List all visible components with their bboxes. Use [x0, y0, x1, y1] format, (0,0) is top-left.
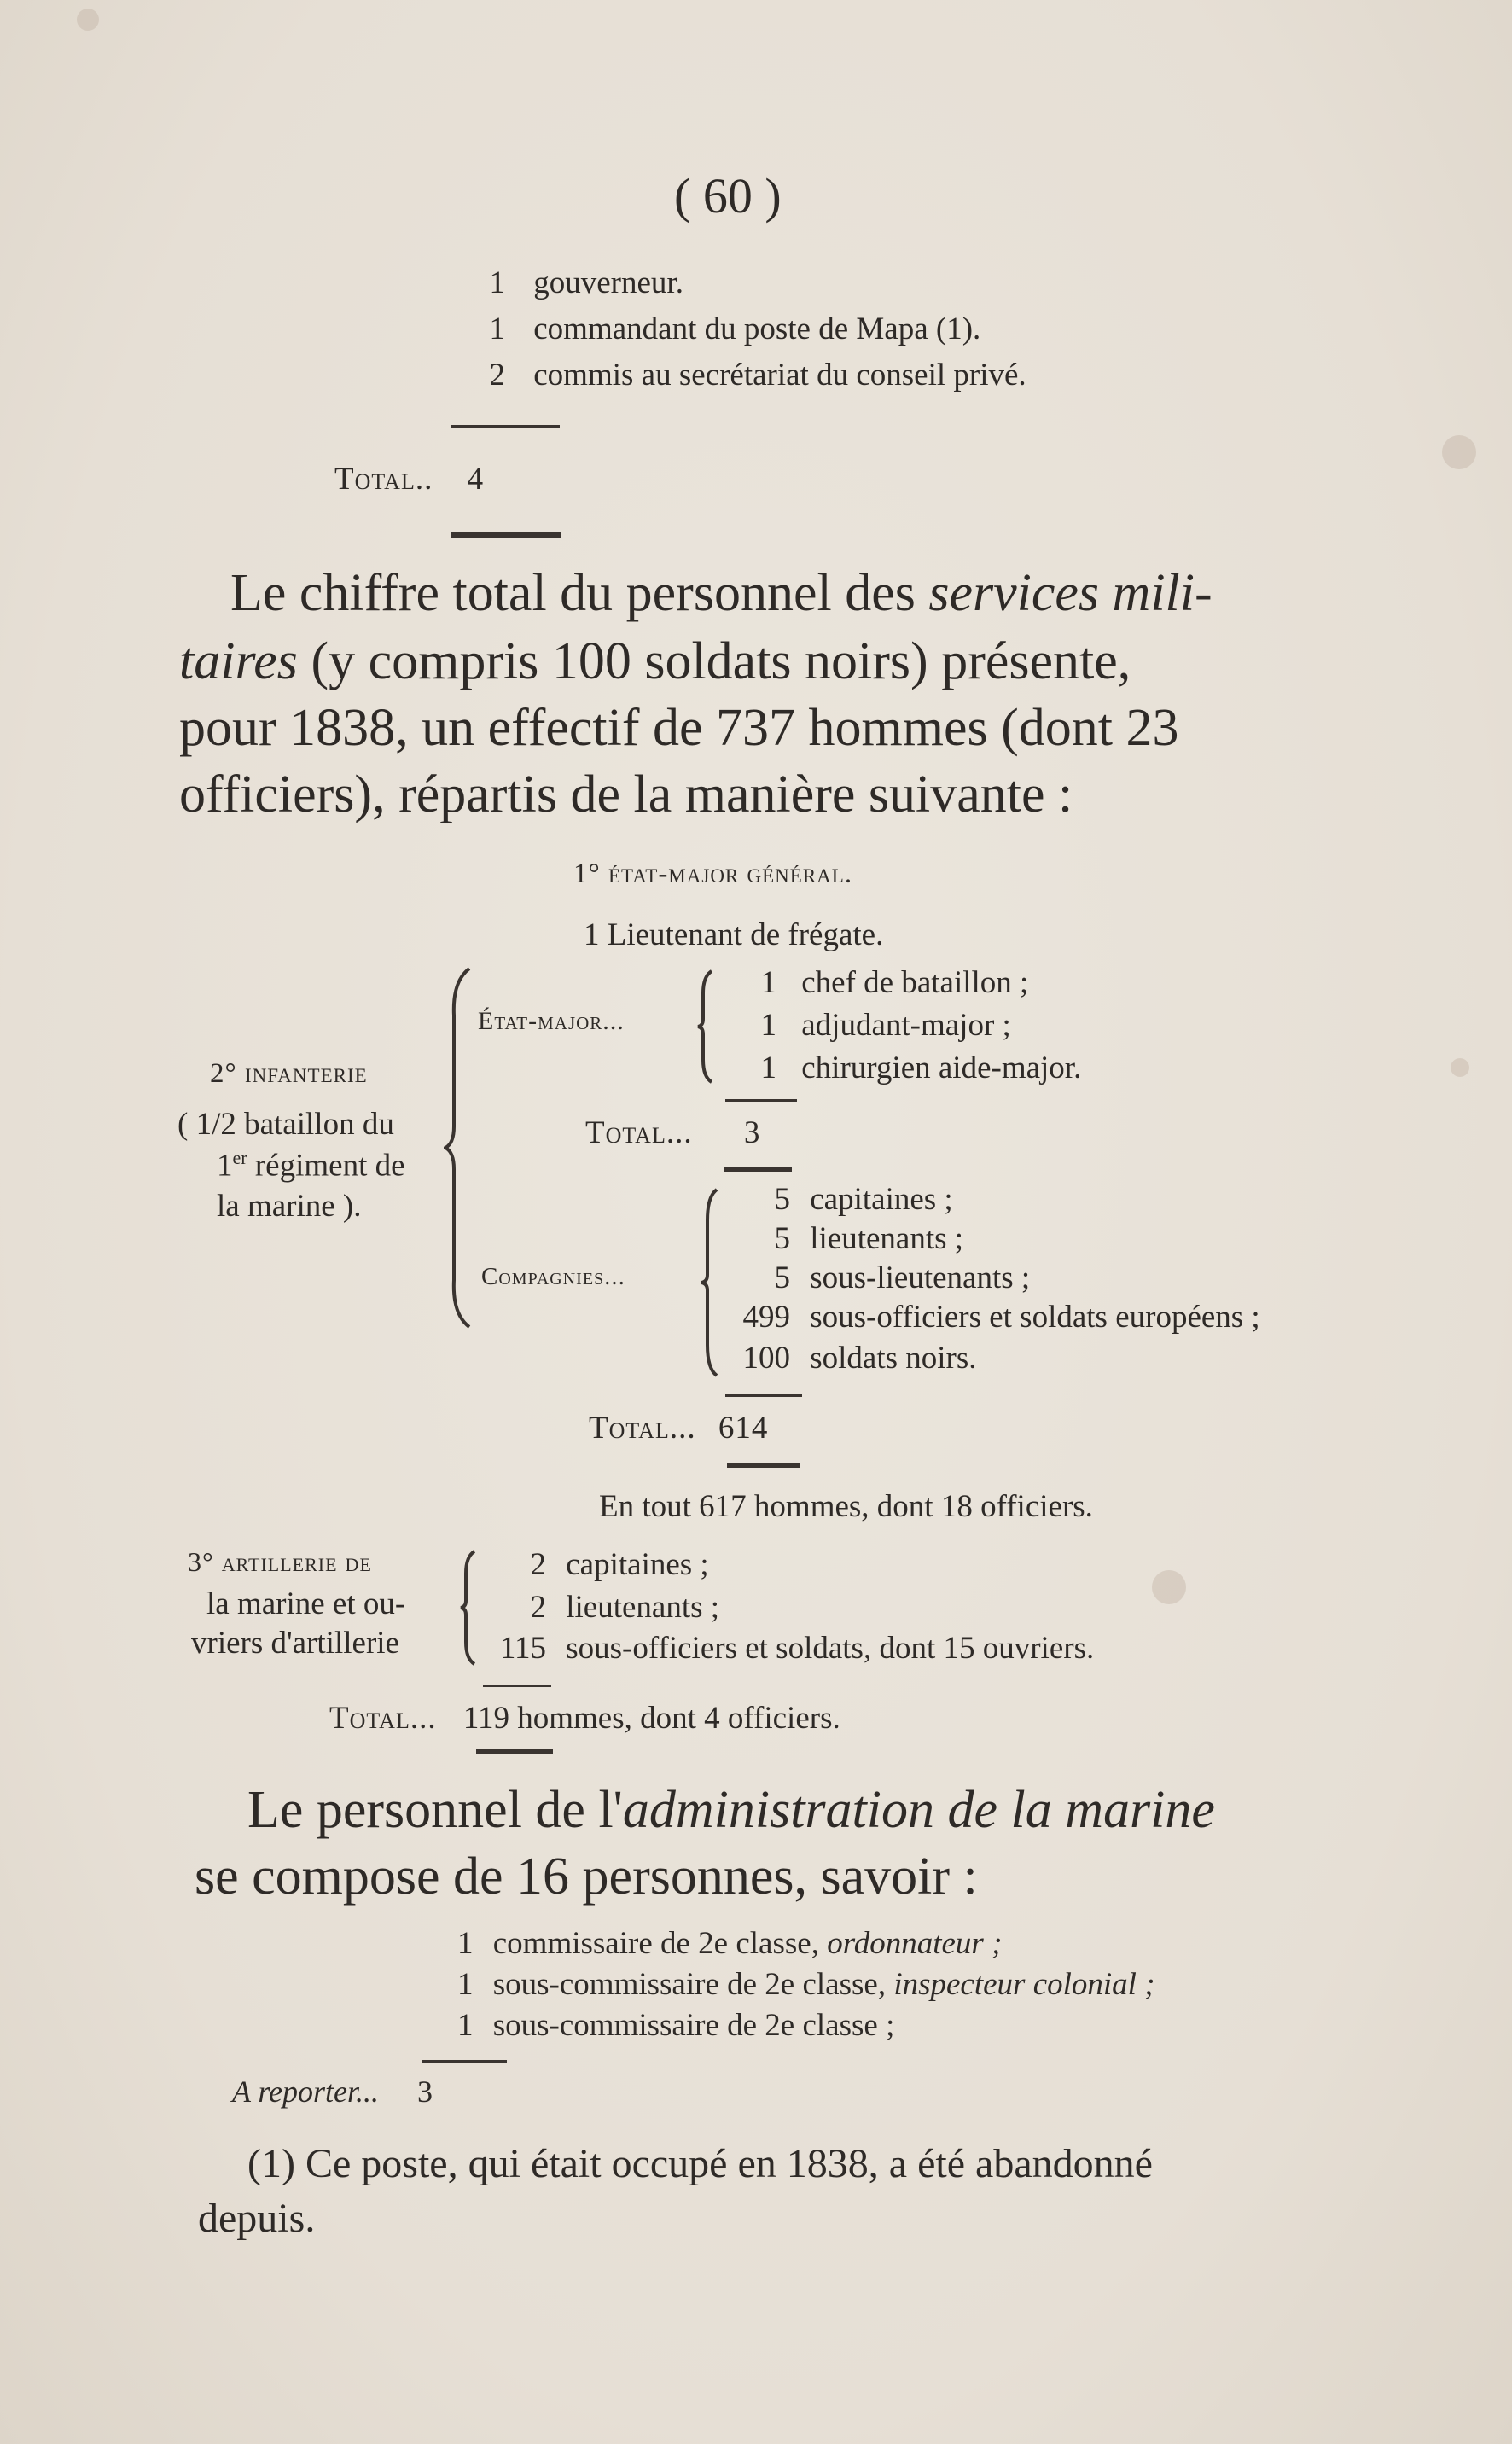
compagnies-label: Compagnies... [481, 1263, 625, 1290]
intro-list-item: 1 gouverneur. [489, 265, 683, 300]
foxing-spot [1451, 1058, 1469, 1077]
admin-list-item: 1 commissaire de 2e classe, ordonnateur ; [457, 1926, 1003, 1961]
section-heading: 1° état-major général. [573, 858, 853, 889]
etat-major-item: 1 chirurgien aide-major. [760, 1050, 1082, 1085]
paragraph-line: se compose de 16 personnes, savoir : [195, 1848, 978, 1906]
infantry-label: 2° infanterie [210, 1058, 368, 1089]
section-rule [476, 1749, 553, 1754]
section-rule [724, 1167, 792, 1172]
artillery-label: la marine et ou- [206, 1586, 406, 1621]
admin-list-item: 1 sous-commissaire de 2e classe, inspecteur colonial ; [457, 1967, 1155, 2002]
paragraph-line: officiers), répartis de la manière suivante : [179, 765, 1073, 823]
section-rule [451, 532, 561, 538]
intro-list-item: 1 commandant du poste de Mapa (1). [489, 311, 981, 346]
infantry-label: la marine ). [217, 1189, 362, 1224]
artillery-label: 3° artillerie de [188, 1546, 372, 1577]
a-reporter-line: A reporter... 3 [232, 2074, 433, 2109]
section-rule [727, 1463, 800, 1468]
footnote-line: (1) Ce poste, qui était occupé en 1838, a été abandonné [247, 2141, 1153, 2186]
etat-major-total: Total... 3 [585, 1115, 761, 1150]
artillery-total: Total... 119 hommes, dont 4 officiers. [329, 1701, 840, 1736]
compagnies-item: 5 sous-lieutenants ; [774, 1260, 1031, 1295]
compagnies-item: 5 capitaines ; [774, 1182, 953, 1217]
compagnies-item: 5 lieutenants ; [774, 1221, 964, 1256]
paragraph-line: Le personnel de l'administration de la marine [247, 1781, 1215, 1839]
artillery-item: 2 capitaines ; [530, 1547, 709, 1582]
paragraph-line: taires (y compris 100 soldats noirs) présente, [179, 632, 1131, 690]
foxing-spot [1152, 1570, 1186, 1604]
big-brace [444, 964, 478, 1331]
sum-rule [483, 1685, 551, 1687]
compagnies-brace [700, 1186, 722, 1379]
intro-list-item: 2 commis au secrétariat du conseil privé. [489, 358, 1026, 393]
artillery-label: vriers d'artillerie [191, 1626, 399, 1661]
admin-list-item: 1 sous-commissaire de 2e classe ; [457, 2008, 895, 2043]
en-tout-line: En tout 617 hommes, dont 18 officiers. [599, 1489, 1093, 1524]
infantry-label: ( 1/2 bataillon du [177, 1107, 394, 1142]
compagnies-total: Total... 614 [589, 1411, 769, 1446]
etat-major-brace [696, 968, 717, 1085]
section-line: 1 Lieutenant de frégate. [584, 917, 884, 952]
sum-rule [422, 2060, 507, 2063]
page-number: ( 60 ) [674, 168, 782, 224]
etat-major-label: État-major... [478, 1007, 625, 1035]
intro-total: Total.. 4 [334, 462, 485, 497]
etat-major-item: 1 adjudant-major ; [760, 1008, 1011, 1043]
artillery-brace [459, 1548, 480, 1667]
compagnies-item: 100 soldats noirs. [742, 1341, 977, 1376]
compagnies-item: 499 sous-officiers et soldats européens ; [742, 1300, 1260, 1335]
artillery-item: 115 sous-officiers et soldats, dont 15 ouvriers. [499, 1631, 1095, 1666]
foxing-spot [1442, 435, 1476, 469]
artillery-item: 2 lieutenants ; [530, 1590, 720, 1625]
infantry-label: 1er régiment de [217, 1147, 405, 1184]
paragraph-line: pour 1838, un effectif de 737 hommes (dont 23 [179, 699, 1179, 757]
paragraph-line: Le chiffre total du personnel des services mili- [230, 564, 1213, 622]
sum-rule [725, 1099, 797, 1102]
footnote-line: depuis. [198, 2196, 316, 2241]
sum-rule [451, 425, 560, 428]
etat-major-item: 1 chef de bataillon ; [760, 965, 1029, 1000]
sum-rule [725, 1394, 802, 1397]
foxing-spot [77, 9, 99, 31]
